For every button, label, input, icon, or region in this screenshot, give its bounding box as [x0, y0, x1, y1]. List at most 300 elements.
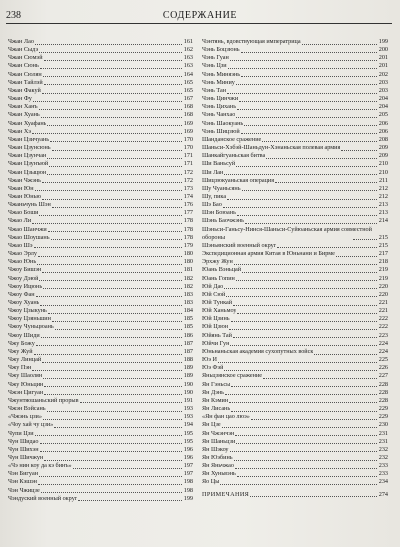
toc-entry-page: 167	[183, 95, 193, 103]
toc-entry[interactable]	[202, 54, 388, 62]
leader-dots	[226, 296, 376, 297]
toc-entry-title: Чжоу Бишэн	[8, 266, 42, 274]
leader-dots	[236, 280, 377, 281]
leader-dots	[43, 378, 182, 379]
toc-entry[interactable]	[8, 307, 193, 315]
leader-dots	[39, 109, 182, 110]
leader-dots	[341, 150, 376, 151]
toc-entry[interactable]	[8, 332, 193, 340]
toc-entry-title: Чжоу Дэюй	[8, 274, 39, 282]
toc-entry-title: Чжоу Чуньцюань	[8, 323, 54, 331]
leader-dots	[38, 484, 182, 485]
toc-entry[interactable]	[202, 356, 388, 364]
leader-dots	[234, 460, 377, 461]
toc-entry[interactable]	[202, 95, 388, 103]
toc-entry-page: 212	[378, 184, 388, 192]
toc-entry-page: 171	[183, 152, 193, 160]
leader-dots	[35, 190, 182, 191]
toc-entry[interactable]	[202, 177, 388, 185]
toc-entry[interactable]	[8, 405, 193, 413]
leader-dots	[47, 125, 181, 126]
toc-entry[interactable]	[202, 291, 388, 299]
toc-entry[interactable]	[202, 201, 388, 209]
toc-entry-page: 219	[378, 274, 388, 282]
toc-entry-title: Ян Шаньцзи	[202, 437, 236, 445]
toc-entry-title: Юньнаньская академия сухопутных войск	[202, 347, 314, 355]
toc-entry[interactable]	[202, 185, 388, 193]
toc-entry-page: 233	[378, 462, 388, 470]
toc-entry-page: 190	[183, 388, 193, 396]
leader-dots	[231, 321, 377, 322]
toc-entry-title: Чэнь Чанхао	[202, 111, 236, 119]
notes-entry[interactable]	[202, 491, 388, 499]
toc-entry-page: 179	[183, 241, 193, 249]
toc-entry-title: Ян Чжэнчэн	[202, 429, 235, 437]
leader-dots	[40, 305, 181, 306]
toc-entry-page: 182	[183, 282, 193, 290]
toc-entry-title: Чэнь Тан	[202, 86, 227, 94]
toc-entry[interactable]	[8, 38, 193, 46]
leader-dots	[32, 223, 182, 224]
toc-entry[interactable]	[202, 152, 388, 160]
toc-entry[interactable]	[8, 71, 193, 79]
toc-entry[interactable]	[202, 103, 388, 111]
toc-entry-page: 163	[183, 54, 193, 62]
toc-entry[interactable]	[8, 291, 193, 299]
toc-entry-page: 172	[183, 176, 193, 184]
leader-dots	[237, 313, 376, 314]
toc-entry[interactable]	[8, 120, 193, 128]
toc-entry[interactable]	[202, 340, 388, 348]
toc-entry[interactable]	[202, 193, 388, 201]
leader-dots	[47, 411, 182, 412]
leader-dots	[224, 288, 376, 289]
toc-entry-page: 220	[378, 290, 388, 298]
toc-entry-page: 187	[183, 339, 193, 347]
toc-entry[interactable]	[202, 226, 388, 242]
toc-entry-title: «Ян фан цао люэ»	[202, 413, 250, 421]
toc-entry[interactable]	[202, 250, 388, 258]
leader-dots	[353, 239, 377, 240]
toc-entry[interactable]	[8, 103, 193, 111]
toc-entry[interactable]	[202, 413, 388, 421]
toc-entry[interactable]	[8, 487, 193, 495]
toc-entry[interactable]	[8, 169, 193, 177]
toc-entry-page: 177	[183, 209, 193, 217]
toc-entry[interactable]	[202, 283, 388, 291]
leader-dots	[42, 199, 182, 200]
toc-entry-page: 224	[378, 347, 388, 355]
leader-dots	[241, 133, 377, 134]
toc-entry-title: Чжао Юнь	[8, 258, 37, 266]
toc-entry-title: Ши Лан	[202, 168, 224, 176]
toc-entry-page: 161	[183, 38, 193, 45]
toc-entry[interactable]	[202, 79, 388, 87]
toc-entry[interactable]	[202, 136, 388, 144]
toc-entry[interactable]	[202, 299, 388, 307]
toc-entry-title: Чун Шидао	[8, 437, 39, 445]
toc-entry-title: Чун Шихэн	[8, 445, 39, 453]
toc-entry[interactable]	[202, 438, 388, 446]
toc-entry[interactable]	[8, 54, 193, 62]
toc-entry[interactable]	[8, 413, 193, 421]
toc-entry[interactable]	[8, 446, 193, 454]
leader-dots	[227, 199, 377, 200]
toc-entry-page: 197	[183, 470, 193, 478]
toc-entry-title: Чжан Хуафань	[8, 119, 47, 127]
toc-entry[interactable]	[8, 454, 193, 462]
toc-entry[interactable]	[202, 242, 388, 250]
toc-entry-title: Ян Хуньвэнь	[202, 470, 236, 478]
toc-entry[interactable]	[202, 381, 388, 389]
toc-entry-page: 196	[183, 445, 193, 453]
toc-entry-title: Чжан Цзунъюй	[8, 160, 49, 168]
leader-dots	[230, 60, 377, 61]
toc-entry[interactable]	[8, 193, 193, 201]
toc-entry-page: 232	[378, 453, 388, 461]
leader-dots	[229, 329, 377, 330]
toc-entry[interactable]	[8, 152, 193, 160]
toc-entry[interactable]	[202, 120, 388, 128]
toc-entry[interactable]	[202, 111, 388, 119]
toc-entry[interactable]	[8, 470, 193, 478]
leader-dots	[244, 125, 376, 126]
toc-entry[interactable]	[202, 430, 388, 438]
toc-entry-page: 212	[378, 192, 388, 200]
toc-entry[interactable]	[202, 160, 388, 168]
toc-entry[interactable]	[202, 397, 388, 405]
toc-entry-title: Чжао Ли	[8, 217, 32, 225]
toc-entry[interactable]	[202, 323, 388, 331]
toc-entry-page: 189	[183, 364, 193, 372]
toc-entry-page: 174	[183, 192, 193, 200]
toc-entry-page: 185	[183, 315, 193, 323]
leader-dots	[41, 492, 182, 493]
leader-dots	[230, 345, 376, 346]
leader-dots	[49, 166, 181, 167]
toc-entry-page: 178	[183, 233, 193, 241]
leader-dots	[223, 207, 377, 208]
toc-entry-page: 182	[183, 274, 193, 282]
toc-entry[interactable]	[8, 209, 193, 217]
toc-entry[interactable]	[8, 299, 193, 307]
toc-entry[interactable]	[8, 421, 193, 429]
leader-dots	[242, 190, 377, 191]
toc-entry[interactable]	[202, 258, 388, 266]
toc-entry[interactable]	[8, 201, 193, 209]
leader-dots	[41, 117, 182, 118]
toc-entry[interactable]	[8, 234, 193, 242]
toc-entry[interactable]	[202, 62, 388, 70]
toc-entry[interactable]	[202, 372, 388, 380]
leader-dots	[250, 496, 377, 497]
toc-entry-page: 231	[378, 437, 388, 445]
toc-entry-page: 199	[378, 38, 388, 45]
toc-entry-page: 189	[183, 372, 193, 380]
toc-entry-page: 170	[183, 135, 193, 143]
toc-entry-title: Чэнь Гуан	[202, 54, 229, 62]
toc-entry-page: 190	[183, 380, 193, 388]
header-divider	[6, 23, 392, 24]
toc-entry[interactable]	[8, 250, 193, 258]
toc-entry[interactable]	[8, 323, 193, 331]
toc-entry-title: Эрхжу Жун	[202, 258, 233, 266]
toc-entry-page: 183	[183, 290, 193, 298]
toc-entry-page: 210	[378, 168, 388, 176]
toc-entry[interactable]	[8, 495, 193, 503]
leader-dots	[233, 305, 377, 306]
toc-entry[interactable]	[8, 111, 193, 119]
toc-entry[interactable]	[8, 242, 193, 250]
leader-dots	[38, 256, 182, 257]
toc-entry-page: 204	[378, 103, 388, 111]
toc-entry[interactable]	[202, 46, 388, 54]
toc-entry[interactable]	[8, 389, 193, 397]
toc-entry-title: Чжан Сюнь	[8, 62, 39, 70]
leader-dots	[80, 402, 182, 403]
leader-dots	[236, 84, 377, 85]
toc-entry-title: Чжан Хэ	[8, 127, 32, 135]
toc-entry-title: Чжан Факуй	[8, 86, 41, 94]
toc-entry-title: Чжан Сюлян	[8, 70, 42, 78]
toc-entry-page: 196	[183, 453, 193, 461]
leader-dots	[227, 93, 377, 94]
toc-entry[interactable]	[202, 364, 388, 372]
toc-entry[interactable]	[8, 128, 193, 136]
toc-entry-page: 203	[378, 78, 388, 86]
leader-dots	[54, 427, 182, 428]
toc-entry-title: Чжу Линцай	[8, 356, 42, 364]
toc-entry-title: «Чжэнь цзи»	[8, 413, 42, 421]
toc-entry[interactable]	[202, 307, 388, 315]
toc-entry-title: Юй Сюй	[202, 290, 226, 298]
toc-entry-title: Ян Шэкоу	[202, 445, 229, 453]
toc-entry[interactable]	[202, 332, 388, 340]
leader-dots	[50, 141, 182, 142]
toc-entry-page: 205	[378, 111, 388, 119]
toc-entry[interactable]	[8, 95, 193, 103]
leader-dots	[237, 215, 377, 216]
toc-entry[interactable]	[8, 62, 193, 70]
page-number: 238	[6, 10, 21, 21]
toc-entry-title: Юй Ханьмоу	[202, 307, 237, 315]
leader-dots	[237, 476, 377, 477]
leader-dots	[236, 166, 377, 167]
toc-entry[interactable]	[8, 381, 193, 389]
leader-dots	[233, 337, 377, 338]
toc-entry[interactable]	[202, 470, 388, 478]
leader-dots	[48, 231, 182, 232]
leader-dots	[277, 247, 376, 248]
toc-entry-title: Чжан Сюмэй	[8, 54, 43, 62]
leader-dots	[44, 394, 182, 395]
toc-entry[interactable]	[8, 356, 193, 364]
toc-entry[interactable]	[8, 217, 193, 225]
leader-dots	[236, 117, 376, 118]
toc-entry-title: Чэнь Шицзюй	[202, 127, 240, 135]
toc-entry-page: 183	[183, 299, 193, 306]
leader-dots	[222, 427, 377, 428]
leader-dots	[39, 215, 181, 216]
toc-entry-page: 210	[378, 160, 388, 168]
toc-entry-title: Чжан Цзунчан	[8, 152, 47, 160]
toc-entry-page: 208	[378, 135, 388, 143]
toc-entry[interactable]	[202, 275, 388, 283]
toc-entry[interactable]	[8, 283, 193, 291]
toc-entry-page: 204	[378, 95, 388, 103]
toc-entry-title: Чжунтяошаньский прорыв	[8, 396, 79, 404]
toc-entry-page: 195	[183, 437, 193, 445]
toc-entry-title: Чэн Бигуан	[8, 470, 39, 478]
toc-entry-title: Чжэн Вэйсань	[8, 405, 46, 413]
toc-entry[interactable]	[202, 478, 388, 486]
toc-entry-page: 222	[378, 315, 388, 323]
toc-entry-title: Шаньси-Хэбэй-Шаньдун-Хэнаньская полевая армия	[202, 144, 341, 152]
toc-entry[interactable]	[8, 258, 193, 266]
leader-dots	[262, 141, 376, 142]
leader-dots	[241, 76, 377, 77]
toc-entry[interactable]	[202, 405, 388, 413]
toc-entry-page: 173	[183, 184, 193, 192]
toc-entry-title: «Чоу хай чу цзи»	[8, 421, 54, 429]
toc-entry[interactable]	[8, 372, 193, 380]
toc-entry[interactable]	[202, 462, 388, 470]
leader-dots	[220, 484, 376, 485]
toc-entry-page: 222	[378, 323, 388, 331]
toc-entry[interactable]	[8, 364, 193, 372]
toc-entry-title: Чупи Цзи	[8, 429, 34, 437]
toc-entry-title: Чэнь Миняэнь	[202, 70, 241, 78]
leader-dots	[39, 476, 182, 477]
leader-dots	[275, 182, 377, 183]
toc-entry[interactable]	[8, 397, 193, 405]
toc-entry-page: 228	[378, 396, 388, 404]
toc-entry[interactable]	[8, 430, 193, 438]
toc-entry-title: Юй Цзинь	[202, 315, 230, 323]
toc-entry-page: 186	[183, 331, 193, 339]
leader-dots	[245, 223, 377, 224]
toc-entry[interactable]	[202, 144, 388, 152]
toc-entry-page: 178	[183, 217, 193, 225]
toc-entry-page: 188	[183, 356, 193, 364]
leader-dots	[40, 451, 182, 452]
toc-entry[interactable]	[8, 462, 193, 470]
toc-entry-title: ПРИМЕЧАНИЯ	[202, 491, 250, 498]
toc-entry-title: Чэн Кэшэн	[8, 478, 37, 486]
toc-entry[interactable]	[8, 348, 193, 356]
toc-entry[interactable]	[8, 46, 193, 54]
toc-entry-title: Чжао Боши	[8, 209, 39, 217]
leader-dots	[242, 272, 377, 273]
toc-entry[interactable]	[8, 177, 193, 185]
leader-dots	[51, 239, 182, 240]
toc-entry-title: Юй Тункай	[202, 299, 233, 307]
toc-entry[interactable]	[202, 421, 388, 429]
leader-dots	[231, 386, 376, 387]
toc-entry-page: 219	[378, 266, 388, 274]
toc-entry[interactable]	[8, 275, 193, 283]
leader-dots	[32, 370, 181, 371]
toc-entry-title: Ян Яньчжао	[202, 462, 235, 470]
toc-entry-page: 200	[378, 46, 388, 54]
toc-entry-title: Шанданское сражение	[202, 135, 262, 143]
toc-entry[interactable]	[202, 169, 388, 177]
leader-dots	[43, 419, 182, 420]
toc-entry-page: 274	[378, 491, 388, 498]
leader-dots	[42, 93, 182, 94]
toc-entry[interactable]	[202, 87, 388, 95]
leader-dots	[228, 68, 377, 69]
toc-entry-page: 234	[378, 478, 388, 486]
toc-entry[interactable]	[8, 136, 193, 144]
toc-entry-page: 165	[183, 86, 193, 94]
toc-entry-title: Чжан Ханъ	[8, 103, 38, 111]
toc-entry[interactable]	[8, 315, 193, 323]
toc-entry[interactable]	[202, 454, 388, 462]
toc-entry[interactable]	[8, 79, 193, 87]
toc-entry-title: Чжан Цзичуань	[8, 135, 50, 143]
toc-entry[interactable]	[8, 185, 193, 193]
toc-entry-title: Юань Гопин	[202, 274, 235, 282]
toc-entry[interactable]	[202, 446, 388, 454]
leader-dots	[218, 362, 377, 363]
toc-entry[interactable]	[202, 266, 388, 274]
leader-dots	[47, 174, 182, 175]
leader-dots	[39, 280, 181, 281]
toc-entry[interactable]	[202, 128, 388, 136]
toc-entry-title: Ян Гэньсы	[202, 380, 231, 388]
toc-entry[interactable]	[8, 160, 193, 168]
leader-dots	[42, 362, 182, 363]
toc-entry-page: 206	[378, 127, 388, 135]
toc-entry-page: 226	[378, 364, 388, 372]
leader-dots	[34, 354, 182, 355]
toc-entry[interactable]	[202, 38, 388, 46]
leader-dots	[225, 394, 377, 395]
toc-entry-title: Чжао Шоушань	[8, 233, 50, 241]
toc-entry-page: 197	[183, 462, 193, 470]
leader-dots	[40, 68, 182, 69]
toc-entry[interactable]	[202, 209, 388, 217]
toc-entry-title: Экспедиционная армия Китая в Юньнани и Бирме	[202, 250, 335, 258]
toc-entry-title: Чжэн Цигуан	[8, 388, 44, 396]
leader-dots	[44, 460, 181, 461]
toc-entry[interactable]	[202, 389, 388, 397]
toc-entry[interactable]	[8, 226, 193, 234]
leader-dots	[241, 52, 377, 53]
leader-dots	[37, 264, 182, 265]
toc-entry-page: 181	[183, 266, 193, 274]
leader-dots	[78, 500, 181, 501]
toc-entry[interactable]	[202, 348, 388, 356]
toc-entry[interactable]	[202, 71, 388, 79]
toc-entry[interactable]	[8, 266, 193, 274]
toc-entry[interactable]	[202, 315, 388, 323]
toc-entry[interactable]	[8, 87, 193, 95]
toc-entry[interactable]	[8, 478, 193, 486]
toc-entry-title: Чэндуский военный округ	[8, 494, 78, 502]
toc-entry-page: 218	[378, 258, 388, 266]
toc-entry[interactable]	[8, 144, 193, 152]
leader-dots	[251, 419, 377, 420]
toc-entry[interactable]	[8, 340, 193, 348]
toc-entry-page: 211	[378, 176, 388, 184]
toc-entry-title: Чжоу Цзяньшин	[8, 315, 51, 323]
leader-dots	[44, 60, 182, 61]
toc-entry[interactable]	[8, 438, 193, 446]
toc-entry[interactable]	[202, 217, 388, 225]
toc-entry-page: 169	[183, 127, 193, 135]
